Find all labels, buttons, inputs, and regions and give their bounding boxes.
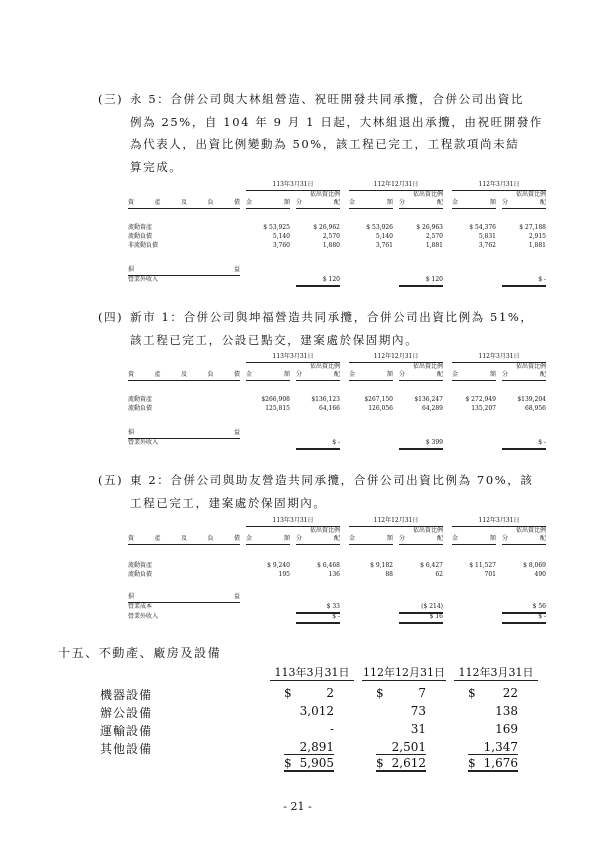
share-header: 依出資比例 [515,191,546,198]
date-header: 113年3月31日 [246,353,340,363]
share-header: 依出資比例 [515,363,546,370]
table-row: 流動資產 $266,908 $136,123 $267,150 $136,247 $ 272,949 $139,204 [128,396,546,403]
amount-header: 金 額 [452,199,496,209]
section-5-line-1: 東 2：合併公司與助友營造共同承攬，合併公司出資比例為 70%，該 [130,473,534,487]
date-header: 112年12月31日 [349,353,443,363]
caption-assets-liabilities: 資 產 及 負 債 [128,535,240,545]
share-header: 依出資比例 [412,527,443,534]
amount-header: 金 額 [452,535,496,545]
page-number: - 21 - [283,800,312,813]
section-5-number: (五) [98,473,124,487]
section-4-paragraph [100,306,545,351]
share-header: 分 配 [296,535,340,545]
caption-profit-loss: 損 益 [128,593,240,603]
share-header: 依出資比例 [515,527,546,534]
share-header: 依出資比例 [309,191,340,198]
share-header: 分 配 [399,535,443,545]
date-header: 112年12月31日 [349,517,443,527]
table-row: 辦公設備 3,012 73 138 [100,704,518,720]
table-row: 其他設備 2,891 2,501 1,347 [100,740,518,756]
section-5-line-2: 工程已完工，建案處於保固期內。 [130,495,327,510]
section-4-table [128,353,546,453]
date-header: 112年3月31日 [452,353,546,363]
amount-header: 金 額 [246,535,290,545]
date-header: 112年3月31日 [454,664,538,681]
total-row: $ 5,905 $ 2,612 $ 1,676 [284,756,518,770]
table-row: 營業外收入 $ - $ 399 $ - [128,439,546,448]
date-header: 113年3月31日 [270,664,354,681]
table-row: 營業成本 $ 33 ($ 214) $ 56 [128,603,546,612]
section-3-paragraph [100,88,545,178]
share-header: 分 配 [502,535,546,545]
section-3-line-1: 永 5：合併公司與大林組營造、祝旺開發共同承攬，合併公司出資比 [130,92,525,106]
section-15-title: 十五、不動產、廠房及設備 [58,646,222,660]
date-header: 112年3月31日 [452,181,546,191]
section-3-number: (三) [98,92,124,106]
date-header: 112年12月31日 [363,666,445,679]
date-header: 113年3月31日 [246,517,340,527]
section-3-table [128,181,546,291]
table-row: 營業外收入 $ 120 $ 120 $ - [128,276,546,285]
table-row: 流動負債 195 136 88 62 701 490 [128,571,546,578]
share-header: 分 配 [296,371,340,381]
share-header: 依出資比例 [412,363,443,370]
caption-profit-loss: 損 益 [128,266,240,276]
share-header: 分 配 [502,371,546,381]
share-header: 分 配 [399,371,443,381]
amount-header: 金 額 [349,535,393,545]
caption-profit-loss: 損 益 [128,429,240,439]
section-3-line-2: 例為 25%，自 104 年 9 月 1 日起，大林組退出承攬，由祝旺開發作 [130,114,544,129]
table-row: 流動負債 5,140 2,570 5,140 2,570 5,831 2,915 [128,233,546,240]
amount-header: 金 額 [452,371,496,381]
caption-assets-liabilities: 資 產 及 負 債 [128,199,240,209]
table-row: 營業外收入 $ - $ 16 $ - [128,613,546,622]
table-row: 流動負債 125,815 64,166 126,056 64,289 135,207 68,956 [128,405,546,412]
table-row: 機器設備 $ 2 $ 7 $ 22 [100,686,518,702]
share-header: 依出資比例 [309,363,340,370]
share-header: 分 配 [502,199,546,209]
amount-header: 金 額 [246,371,290,381]
date-header: 113年3月31日 [246,181,340,191]
table-row: 非流動負債 3,760 1,880 3,761 1,881 3,762 1,881 [128,242,546,249]
caption-assets-liabilities: 資 產 及 負 債 [128,371,240,381]
section-4-line-1: 新市 1：合併公司與坤福營造共同承攬，合併公司出資比例為 51%， [130,310,534,324]
section-3-line-3: 為代表人，出資比例變動為 50%，該工程已完工，工程款項尚未結 [130,137,520,151]
table-row: 流動資產 $ 53,925 $ 26,962 $ 53,926 $ 26,963 $ 54,376 $ 27,188 [128,224,546,231]
section-5-table [128,517,546,627]
share-header: 依出資比例 [412,191,443,198]
amount-header: 金 額 [349,199,393,209]
share-header: 分 配 [296,199,340,209]
section-5-paragraph [100,469,545,514]
date-header: 112年3月31日 [452,517,546,527]
share-header: 依出資比例 [309,527,340,534]
share-header: 分 配 [399,199,443,209]
table-row: 流動資產 $ 9,240 $ 6,468 $ 9,182 $ 6,427 $ 11,527 $ 8,069 [128,562,546,569]
section-3-line-4: 算完成。 [130,159,183,174]
section-4-number: (四) [98,310,124,324]
amount-header: 金 額 [246,199,290,209]
table-row: 運輸設備 - 31 169 [100,722,518,738]
section-4-line-2: 該工程已完工，公設已點交，建案處於保固期內。 [130,332,419,347]
amount-header: 金 額 [349,371,393,381]
date-header: 112年12月31日 [349,181,443,191]
